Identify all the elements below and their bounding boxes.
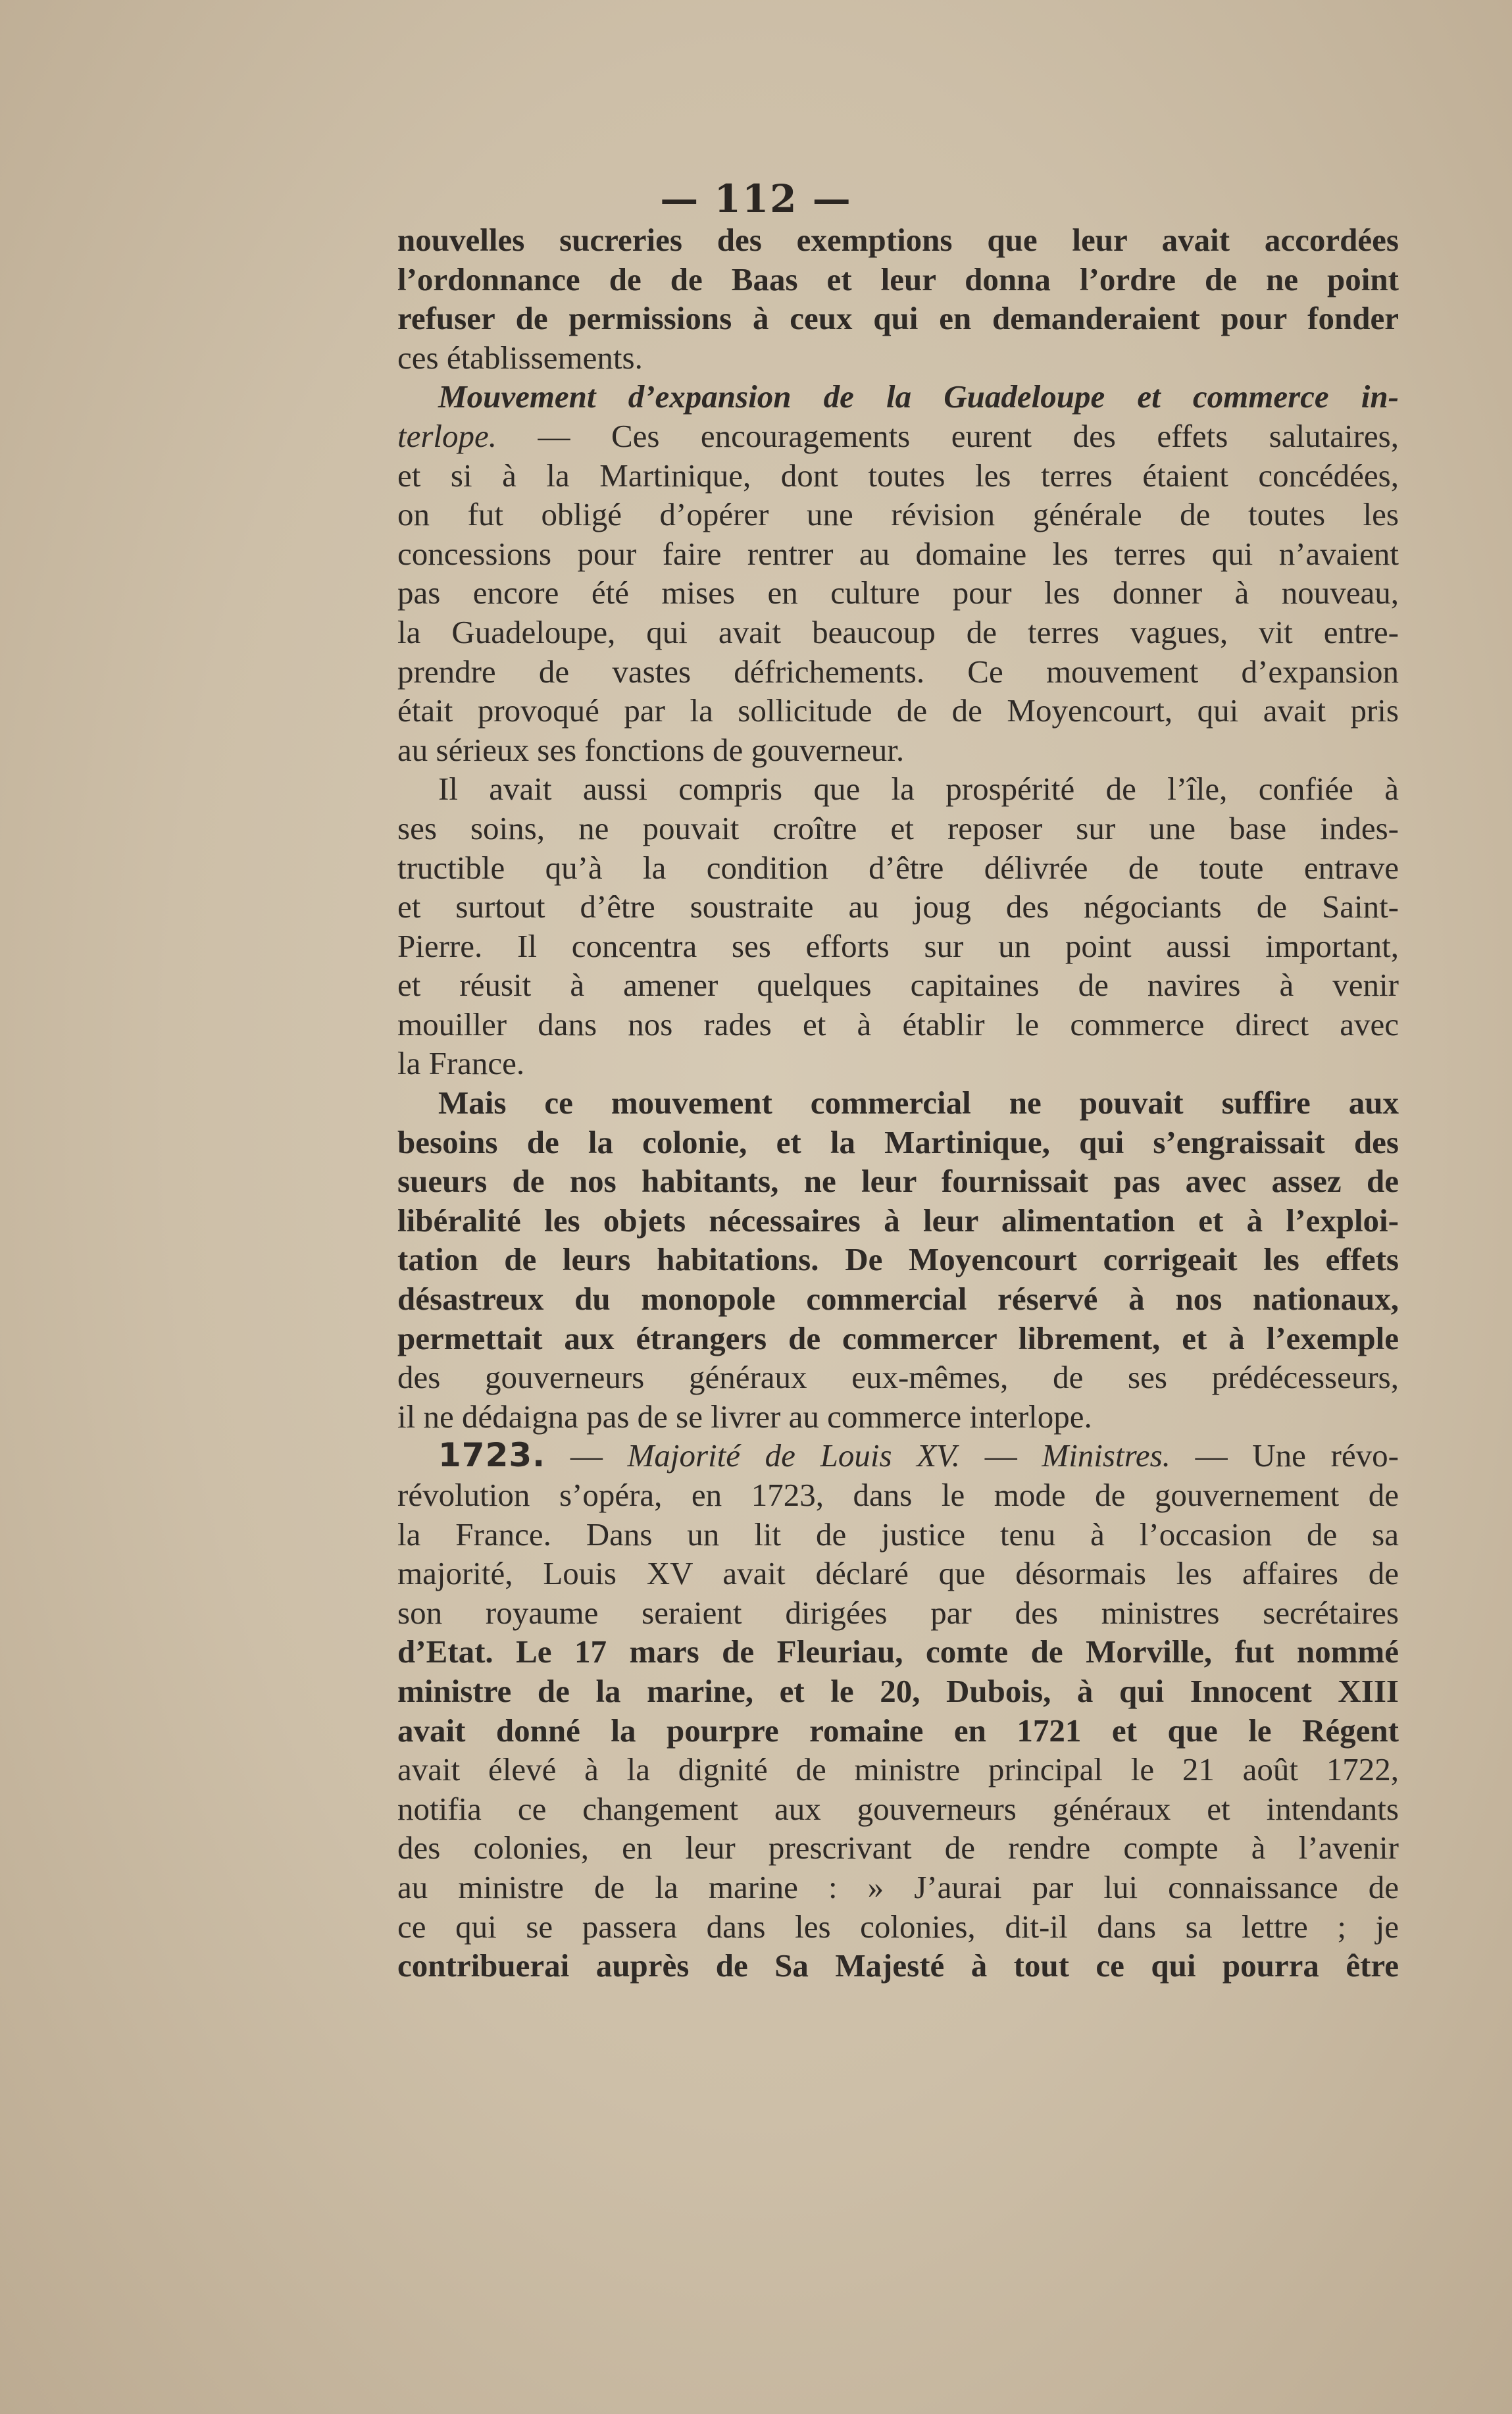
text-line: nouvelles sucreries des exemptions que leur avait accordées — [397, 222, 1399, 258]
text-line: au ministre de la marine : » J’aurai par lui connaissance de — [397, 1868, 1399, 1905]
text-line: des colonies, en leur prescrivant de rendre compte à l’avenir — [397, 1830, 1399, 1866]
text-line: on fut obligé d’opérer une révision générale de toutes les — [397, 496, 1399, 533]
text-line: prendre de vastes défrichements. Ce mouvement d’expansion — [397, 653, 1399, 690]
text-line: sueurs de nos habitants, ne leur fournissait pas avec assez de — [397, 1163, 1399, 1200]
text-line: l’ordonnance de de Baas et leur donna l’ordre de ne point — [397, 261, 1399, 297]
text-line: révolution s’opéra, en 1723, dans le mode de gouvernement de — [397, 1477, 1399, 1513]
section-heading-ministers: Ministres. — [1042, 1437, 1171, 1474]
text-line: et si à la Martinique, dont toutes les terres étaient concédées, — [397, 457, 1399, 494]
section-heading-majority — [397, 1436, 1399, 1476]
text-line: tation de leurs habitations. De Moyencourt corrigeait les effets — [397, 1241, 1399, 1278]
section-heading-expansion-end: terlope. — [397, 417, 497, 454]
text-line: mouiller dans nos rades et à établir le commerce direct avec — [397, 1006, 1399, 1042]
text-line: tructible qu’à la condition d’être délivrée de toute entrave — [397, 849, 1399, 886]
body-text — [397, 220, 1399, 1986]
section-heading-majority-title: Majorité de Louis XV. — [627, 1437, 961, 1474]
text-line: contribuerai auprès de Sa Majesté à tout ce qui pourra être — [397, 1947, 1399, 1984]
text-line: son royaume seraient dirigées par des ministres secrétaires — [397, 1594, 1399, 1631]
text-line: et surtout d’être soustraite au joug des négociants de Saint- — [397, 888, 1399, 925]
text-line — [397, 417, 1399, 456]
text-line: désastreux du monopole commercial réservé à nos nationaux, — [397, 1281, 1399, 1318]
text-line: avait donné la pourpre romaine en 1721 et que le Régent — [397, 1712, 1399, 1749]
text-line: ses soins, ne pouvait croître et reposer sur une base indes- — [397, 809, 1399, 846]
text-line: la France. — [397, 1045, 525, 1082]
section-year: 1723. — [438, 1436, 546, 1475]
text-line: la France. Dans un lit de justice tenu à l’occasion de sa — [397, 1516, 1399, 1553]
text-line: au sérieux ses fonctions de gouverneur. — [397, 731, 905, 768]
text-line: libéralité les objets nécessaires à leur alimentation et à l’exploi- — [397, 1202, 1399, 1239]
section-heading-expansion — [397, 377, 1399, 417]
text-line: et réusit à amener quelques capitaines de navires à venir — [397, 967, 1399, 1004]
text-line: permettait aux étrangers de commercer librement, et à l’exemple — [397, 1320, 1399, 1356]
text-line: il ne dédaigna pas de se livrer au commerce interlope. — [397, 1398, 1092, 1435]
text-line: avait élevé à la dignité de ministre principal le 21 août 1722, — [397, 1751, 1399, 1788]
text-line: pas encore été mises en culture pour les donner à nouveau, — [397, 575, 1399, 611]
text-line: des gouverneurs généraux eux-mêmes, de ses prédécesseurs, — [397, 1359, 1399, 1396]
text-line: notifia ce changement aux gouverneurs généraux et intendants — [397, 1790, 1399, 1827]
text-line-rest: — Ces encouragements eurent des effets salutaires, — [497, 417, 1399, 454]
text-line: la Guadeloupe, qui avait beaucoup de terres vagues, vit entre- — [397, 613, 1399, 650]
text-line: Mais ce mouvement commercial ne pouvait suffire aux — [438, 1085, 1399, 1121]
page-number: — 112 — — [660, 176, 852, 221]
text-line: ministre de la marine, et le 20, Dubois, à qui Innocent XIII — [397, 1672, 1399, 1709]
text-line: majorité, Louis XV avait déclaré que désormais les affaires de — [397, 1555, 1399, 1592]
text-line: ces établissements. — [397, 339, 643, 376]
heading-dash: — — [960, 1437, 1042, 1474]
text-line: était provoqué par la sollicitude de de Moyencourt, qui avait pris — [397, 692, 1399, 729]
text-line: besoins de la colonie, et la Martinique, qui s’engraissait des — [397, 1123, 1399, 1160]
text-line: d’Etat. Le 17 mars de Fleuriau, comte de Morville, fut nommé — [397, 1633, 1399, 1670]
text-line: Il avait aussi compris que la prospérité de l’île, confiée à — [438, 771, 1399, 808]
text-line-rest: — Une révo- — [1170, 1437, 1399, 1474]
text-line: ce qui se passera dans les colonies, dit-il dans sa lettre ; je — [397, 1908, 1399, 1945]
text-line: concessions pour faire rentrer au domaine les terres qui n’avaient — [397, 535, 1399, 572]
heading-dash: — — [545, 1437, 628, 1474]
text-line: Pierre. Il concentra ses efforts sur un point aussi important, — [397, 927, 1399, 964]
section-heading-expansion-text: Mouvement d’expansion de la Guadeloupe et commerce in- — [438, 378, 1399, 415]
text-line: refuser de permissions à ceux qui en demanderaient pour fonder — [397, 300, 1399, 337]
